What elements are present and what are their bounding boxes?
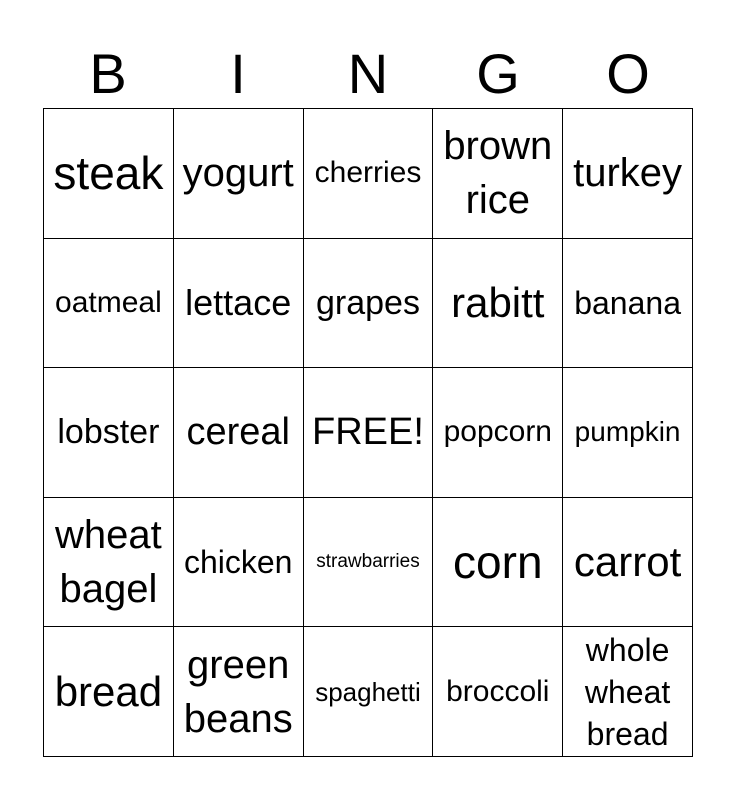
bingo-cell-r5c3[interactable] <box>304 627 434 757</box>
bingo-header <box>43 40 693 108</box>
cell-label: whole wheat bread <box>584 631 671 752</box>
bingo-cell-r1c4[interactable] <box>433 109 563 239</box>
header-letter-b: B <box>89 42 127 105</box>
cell-label: brown rice <box>443 124 553 223</box>
header-letter-i: I <box>230 42 246 105</box>
cell-label: corn <box>453 536 543 589</box>
bingo-cell-r4c3[interactable] <box>304 498 434 628</box>
cell-label: bread <box>54 667 163 715</box>
bingo-cell-r5c1[interactable] <box>44 627 174 757</box>
cell-label: spaghetti <box>315 676 421 707</box>
cell-label: broccoli <box>446 674 550 708</box>
cell-label: cereal <box>186 411 290 454</box>
bingo-cell-r4c5[interactable] <box>563 498 693 628</box>
header-letter-g: G <box>476 42 520 105</box>
cell-label: yogurt <box>182 151 294 196</box>
bingo-cell-r3c5[interactable] <box>563 368 693 498</box>
header-letter-o: O <box>606 42 650 105</box>
cell-label: chicken <box>183 544 293 581</box>
bingo-card-grid <box>43 108 693 757</box>
cell-label: lettace <box>185 281 292 323</box>
cell-label: rabitt <box>451 278 545 326</box>
bingo-cell-r1c1[interactable] <box>44 109 174 239</box>
cell-label: steak <box>53 147 164 200</box>
bingo-cell-r2c3[interactable] <box>304 239 434 369</box>
bingo-cell-r5c4[interactable] <box>433 627 563 757</box>
cell-label: popcorn <box>443 415 552 449</box>
bingo-cell-r5c2[interactable] <box>174 627 304 757</box>
bingo-cell-r1c2[interactable] <box>174 109 304 239</box>
cell-label: strawbarries <box>316 551 420 573</box>
cell-label: wheat bagel <box>55 513 162 612</box>
header-letter-n: N <box>347 42 389 105</box>
bingo-cell-r2c1[interactable] <box>44 239 174 369</box>
bingo-cell-r3c2[interactable] <box>174 368 304 498</box>
bingo-cell-r2c2[interactable] <box>174 239 304 369</box>
cell-label: oatmeal <box>55 285 162 319</box>
cell-label: banana <box>574 284 681 321</box>
cell-label: lobster <box>57 413 160 452</box>
bingo-cell-r4c4[interactable] <box>433 498 563 628</box>
bingo-cell-r3c4[interactable] <box>433 368 563 498</box>
bingo-cell-r1c5[interactable] <box>563 109 693 239</box>
cell-label: carrot <box>573 538 682 586</box>
cell-label: cherries <box>314 156 422 190</box>
cell-label: pumpkin <box>574 416 681 448</box>
bingo-cell-r2c4[interactable] <box>433 239 563 369</box>
cell-label: grapes <box>316 283 420 322</box>
bingo-cell-r2c5[interactable] <box>563 239 693 369</box>
bingo-cell-r4c1[interactable] <box>44 498 174 628</box>
bingo-cell-r5c5[interactable] <box>563 627 693 757</box>
free-space-label: FREE! <box>312 411 424 454</box>
bingo-cell-r4c2[interactable] <box>174 498 304 628</box>
cell-label: turkey <box>573 151 683 196</box>
bingo-cell-r1c3[interactable] <box>304 109 434 239</box>
bingo-cell-free[interactable] <box>304 368 434 498</box>
bingo-cell-r3c1[interactable] <box>44 368 174 498</box>
cell-label: green beans <box>183 642 293 741</box>
